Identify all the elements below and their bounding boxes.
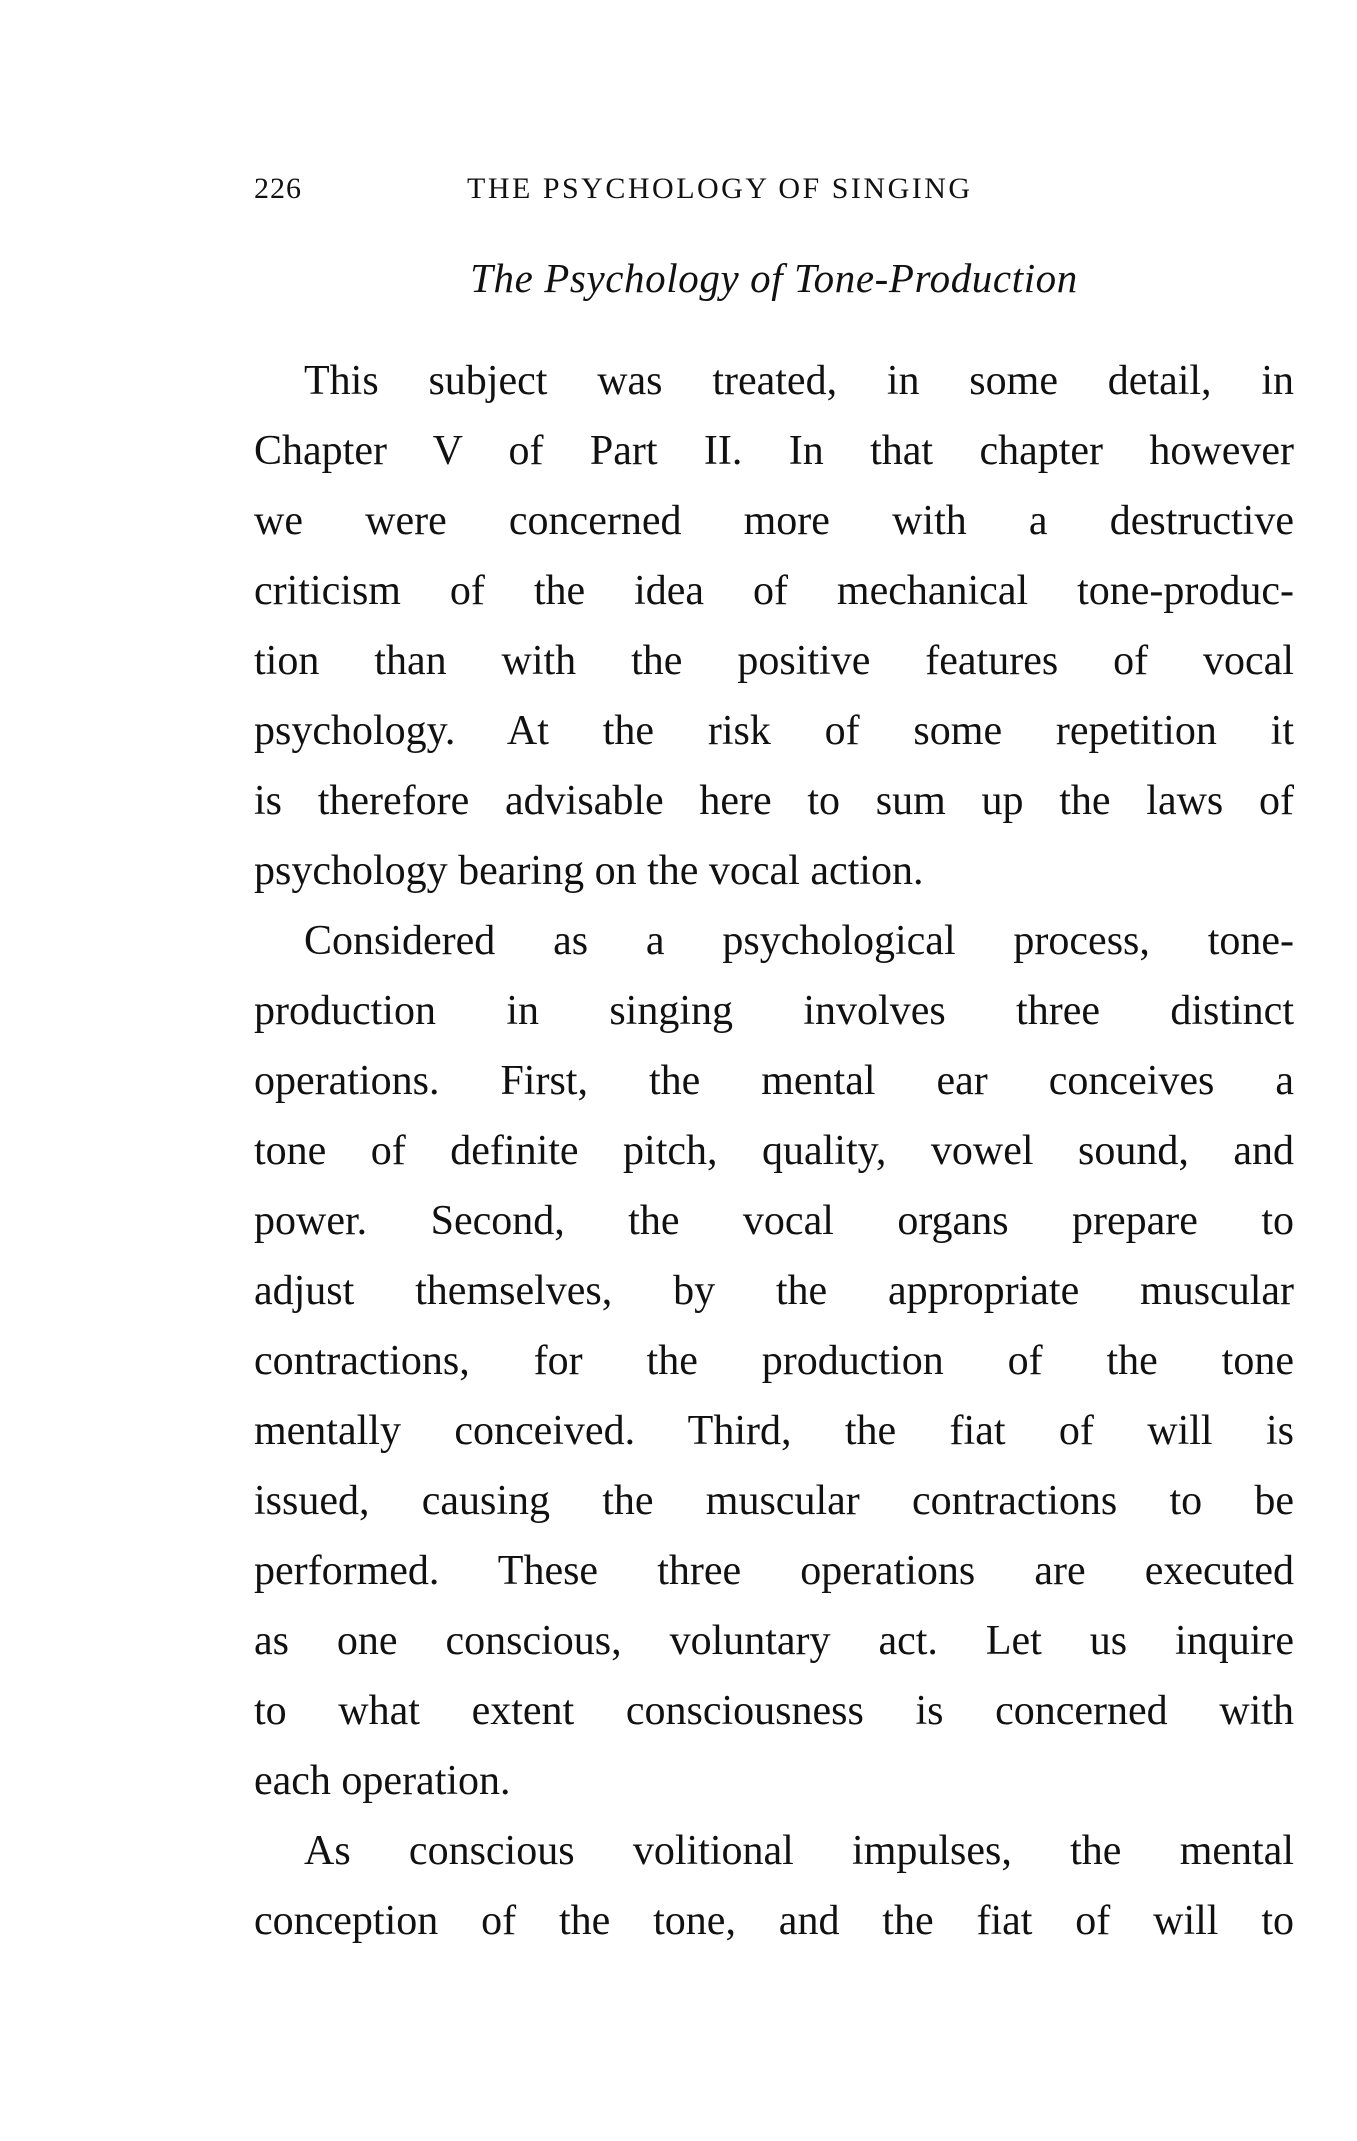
text-line: adjust themselves, by the appropriate muscular (254, 1268, 1294, 1314)
text-line: conception of the tone, and the fiat of will to (254, 1898, 1294, 1944)
text-line: Considered as a psychological process, tone- (304, 918, 1294, 964)
text-line: criticism of the idea of mechanical tone-produc- (254, 568, 1294, 614)
section-heading: The Psychology of Tone-Production (470, 255, 1078, 301)
text-line: psychology bearing on the vocal action. (254, 848, 924, 894)
paragraph-1 (254, 346, 1294, 906)
text-line: As conscious volitional impulses, the mental (304, 1828, 1294, 1874)
text-line: psychology. At the risk of some repetition it (254, 708, 1294, 754)
running-head (254, 172, 1294, 216)
text-line: operations. First, the mental ear conceives a (254, 1058, 1294, 1104)
text-line: performed. These three operations are executed (254, 1548, 1294, 1594)
text-line: tone of definite pitch, quality, vowel sound, and (254, 1128, 1294, 1174)
text-line: contractions, for the production of the tone (254, 1338, 1294, 1384)
text-line: power. Second, the vocal organs prepare to (254, 1198, 1294, 1244)
text-line: we were concerned more with a destructive (254, 498, 1294, 544)
text-line: as one conscious, voluntary act. Let us inquire (254, 1618, 1294, 1664)
page-number: 226 (254, 172, 302, 205)
text-line: This subject was treated, in some detail, in (304, 358, 1294, 404)
paragraph-2 (254, 906, 1294, 1816)
text-line: is therefore advisable here to sum up the laws of (254, 778, 1294, 824)
text-line: production in singing involves three distinct (254, 988, 1294, 1034)
text-line: each operation. (254, 1758, 511, 1804)
running-title: THE PSYCHOLOGY OF SINGING (467, 172, 973, 205)
text-line: Chapter V of Part II. In that chapter however (254, 428, 1294, 474)
paragraph-3 (254, 1816, 1294, 1956)
text-line: mentally conceived. Third, the fiat of will is (254, 1408, 1294, 1454)
text-line: issued, causing the muscular contractions to be (254, 1478, 1294, 1524)
body-text (254, 346, 1294, 1956)
text-line: tion than with the positive features of vocal (254, 638, 1294, 684)
text-line: to what extent consciousness is concerned with (254, 1688, 1294, 1734)
